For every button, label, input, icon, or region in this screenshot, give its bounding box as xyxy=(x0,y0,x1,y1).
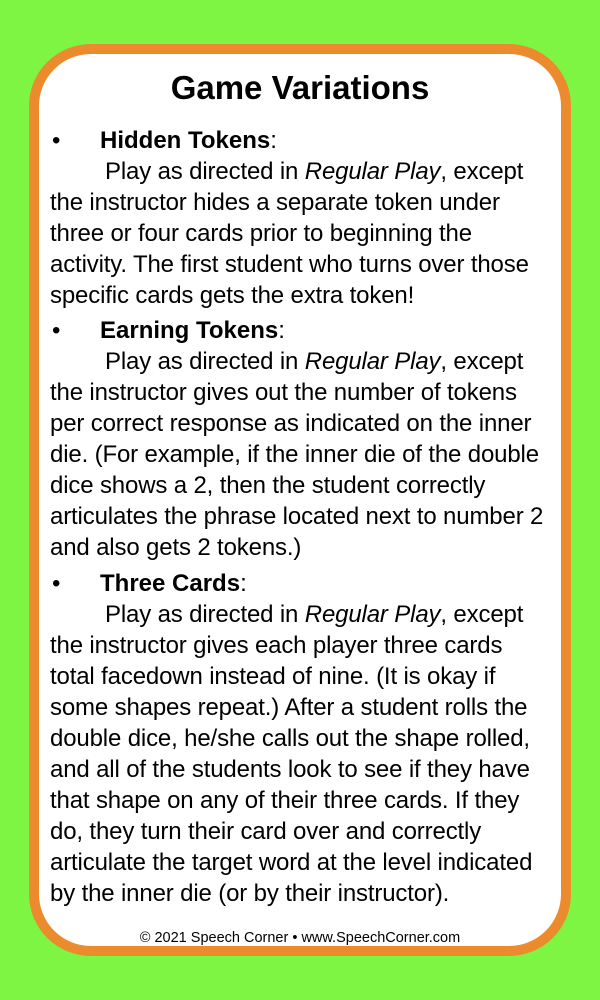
section-lead: Play as directed in xyxy=(105,348,305,375)
section-lead: Play as directed in xyxy=(105,601,305,628)
section-text: , except the instructor hides a separate token under three or four cards prior to beginning the activity. The first student who turns over those specific cards gets the extra token! xyxy=(50,158,529,309)
bullet-icon: • xyxy=(52,317,61,344)
section-text: , except the instructor gives out the number of tokens per correct response as indicated on the inner die. (For example, if the inner die of the double dice shows a 2, then the student correctly articulates the phrase located next to number 2 and also gets 2 tokens.) xyxy=(50,348,544,561)
bullet-icon: • xyxy=(52,127,61,154)
section-three-cards xyxy=(39,569,561,909)
section-lead: Play as directed in xyxy=(105,158,305,185)
section-hidden-tokens xyxy=(39,126,561,311)
game-variations-card xyxy=(29,44,571,956)
section-body xyxy=(39,599,561,909)
copyright-footer: © 2021 Speech Corner • www.SpeechCorner.com xyxy=(139,930,461,946)
section-heading xyxy=(39,316,561,346)
regular-play-reference: Regular Play xyxy=(304,348,441,375)
section-colon: : xyxy=(270,127,277,154)
regular-play-reference: Regular Play xyxy=(304,158,441,185)
section-heading xyxy=(39,569,561,599)
section-colon: : xyxy=(278,317,285,344)
section-heading xyxy=(39,126,561,156)
section-earning-tokens xyxy=(39,316,561,563)
section-body xyxy=(39,156,561,311)
section-name: Earning Tokens xyxy=(100,317,279,344)
section-text: , except the instructor gives each player three cards total facedown instead of nine. (It is okay if some shapes repeat.) After a student rolls the double dice, he/she calls out the shape rolled, and all of the students look to see if they have that shape on any of their three cards. If they do, they turn their card over and correctly articulate the target word at the level indicated by the inner die (or by their instructor). xyxy=(50,601,533,907)
section-name: Three Cards xyxy=(100,570,241,597)
section-name: Hidden Tokens xyxy=(100,127,271,154)
section-body xyxy=(39,346,561,563)
section-colon: : xyxy=(240,570,247,597)
regular-play-reference: Regular Play xyxy=(304,601,441,628)
bullet-icon: • xyxy=(52,570,61,597)
card-title: Game Variations xyxy=(170,69,430,106)
